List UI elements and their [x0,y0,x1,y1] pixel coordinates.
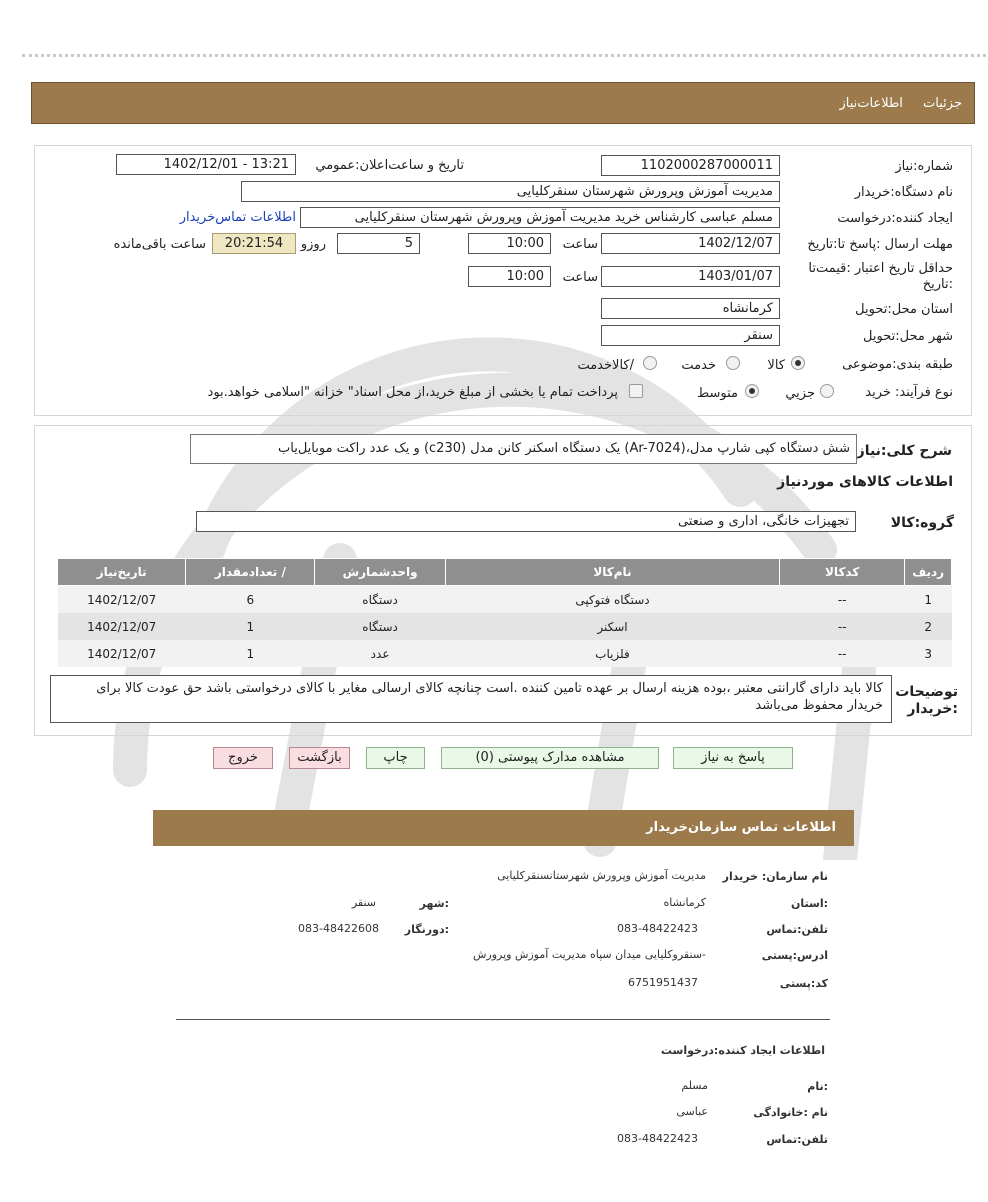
creator-info-title: اطلاعات ایجاد کننده:درخواست [660,1044,825,1057]
request-creator-field: مسلم عباسی کارشناس خرید مدیریت آموزش وپرورش شهرستان سنقرکلیایی [300,207,780,228]
cell-name: فلزیاب [445,640,779,667]
category-service-radio[interactable] [726,356,740,370]
category-both-radio[interactable] [643,356,657,370]
cell-name: دستگاه فتوکپی [445,586,779,614]
buyer-notes-field: کالا باید دارای گارانتی معتبر ،بوده هزینه ارسال بر عهده تامین کننده .است چنانچه کالای ارسالی مغایر با کالای درخواستی باشد حق عودت کالا برای خریدار محفوظ می‌باشد [50,675,892,723]
view-attachments-button[interactable]: مشاهده مدارک پیوستی (0) [441,747,659,769]
process-medium-label: متوسط [697,386,738,401]
days-field: 5 [337,233,420,254]
creator-family-value: عباسی [676,1105,708,1118]
remaining-time-label: ساعت باقی‌مانده [113,237,206,252]
cell-unit: دستگاه [315,613,446,640]
cell-qty: 1 [186,613,315,640]
request-creator-label: ایجاد کننده:درخواست [837,211,953,226]
reply-to-need-button[interactable]: پاسخ به نیاز [673,747,793,769]
cell-code: -- [780,586,905,614]
category-label: طبقه بندی:موضوعی [842,357,953,372]
contact-province-value: کرمانشاه [663,896,706,909]
contact-phone-label: تلفن:تماس [766,923,828,936]
contact-postal-label: کد:پستی [779,977,828,990]
validity-hour-field: 10:00 [468,266,551,287]
contact-org-label: نام سازمان: خریدار [722,870,828,883]
contact-fax-value: 083-48422608 [298,922,379,935]
contact-fax-label: :دورنگار [404,923,449,936]
required-goods-title: اطلاعات کالاهای موردنیاز [777,474,953,490]
creator-phone-label: تلفن:تماس [766,1133,828,1146]
province-label: استان محل:تحویل [855,302,953,317]
contact-divider [176,1019,830,1020]
cell-unit: دستگاه [315,586,446,614]
contact-city-value: سنقر [351,896,376,909]
days-label: روزو [300,237,326,252]
contact-postal-value: 6751951437 [628,976,698,989]
col-name: نام‌کالا [445,559,779,586]
cell-row: 2 [905,613,952,640]
category-goods-label: کالا [767,358,785,373]
table-row [58,586,952,614]
validity-hour-label: ساعت [562,270,598,285]
cell-row: 1 [905,586,952,614]
col-row: ردیف [905,559,952,586]
cell-code: -- [780,640,905,667]
process-medium-radio[interactable] [745,384,759,398]
contact-org-value: مدیریت آموزش وپرورش شهرستانسنقرکلیایی [497,869,706,882]
breadcrumb-details[interactable]: جزئیات [923,96,962,111]
process-partial-radio[interactable] [820,384,834,398]
col-qty: / تعدادمقدار [186,559,315,586]
deadline-date-field: 1402/12/07 [601,233,780,254]
contact-province-label: :استان [791,897,828,910]
need-number-label: شماره:نیاز [895,159,953,174]
cell-date: 1402/12/07 [58,613,186,640]
deadline-hour-field: 10:00 [468,233,551,254]
need-description-label: شرح کلی:نیاز [856,443,952,459]
buyer-notes-label: توضیحات :خریدار [895,684,958,717]
treasury-note: پرداخت تمام یا بخشی از مبلغ خرید،از محل اسناد" خزانه "اسلامی خواهد.بود [207,385,618,400]
breadcrumb [823,96,962,111]
buyer-org-field: مدیریت آموزش وپرورش شهرستان سنقرکلیایی [241,181,780,202]
process-partial-label: جزیي [785,386,815,401]
city-label: شهر محل:تحویل [863,329,953,344]
creator-family-label: نام :خانوادگی [753,1106,828,1119]
col-date: تاریخ‌نیاز [58,559,186,586]
category-both-label: /کالاخدمت [577,358,634,373]
details-header-bar [31,82,975,124]
cell-date: 1402/12/07 [58,586,186,614]
buyer-contact-link[interactable]: اطلاعات تماس‌خریدار [179,210,296,225]
table-row [58,640,952,667]
creator-name-label: :نام [807,1080,828,1093]
back-button[interactable]: بازگشت [289,747,350,769]
exit-button[interactable]: خروج [213,747,273,769]
creator-phone-value: 083-48422423 [617,1132,698,1145]
validity-label: حداقل تاریخ اعتبار :قیمت‌تا :تاریخ [808,261,953,292]
breadcrumb-need-info[interactable]: اطلاعات‌نیاز [839,96,903,111]
contact-phone-value: 083-48422423 [617,922,698,935]
contact-city-label: :شهر [419,897,449,910]
cell-name: اسکنر [445,613,779,640]
contact-address-value: -سنقروکلیایی میدان سپاه مدیریت آموزش وپرورش [472,948,706,961]
validity-date-field: 1403/01/07 [601,266,780,287]
announce-datetime-label: تاریخ و ساعت‌اعلان:عمومي [315,158,464,173]
buyer-contact-title: اطلاعات تماس سازمان‌خریدار [646,820,836,835]
buyer-contact-header [153,810,854,846]
buyer-org-label: نام دستگاه:خریدار [854,185,953,200]
cell-unit: عدد [315,640,446,667]
category-service-label: خدمت [681,358,716,373]
col-unit: واحدشمارش [315,559,446,586]
goods-group-field: تجهیزات خانگی، اداری و صنعتی [196,511,856,532]
process-type-label: نوع فرآیند: خرید [865,385,953,400]
table-row [58,613,952,640]
cell-code: -- [780,613,905,640]
deadline-label: مهلت ارسال :پاسخ تا:تاریخ [807,237,953,252]
city-field: سنقر [601,325,780,346]
cell-date: 1402/12/07 [58,640,186,667]
remaining-time-counter: 20:21:54 [212,233,296,254]
goods-table-header [58,559,952,586]
goods-table [57,558,952,667]
deadline-hour-label: ساعت [562,237,598,252]
cell-row: 3 [905,640,952,667]
province-field: کرمانشاه [601,298,780,319]
goods-group-label: گروه:کالا [890,515,954,531]
category-goods-radio[interactable] [791,356,805,370]
creator-name-value: مسلم [681,1079,708,1092]
announce-datetime-field: 1402/12/01 - 13:21 [116,154,296,175]
contact-address-label: ادرس:پستی [761,949,828,962]
treasury-checkbox[interactable] [629,384,643,398]
print-button[interactable]: چاپ [366,747,425,769]
col-code: کدکالا [780,559,905,586]
need-description-field: شش دستگاه کپی شارپ مدل،(Ar-7024) یک دستگاه اسکنر کانن مدل (c230) و یک عدد راکت موبایل‌یاب [190,434,857,464]
cell-qty: 6 [186,586,315,614]
cell-qty: 1 [186,640,315,667]
need-number-field: 1102000287000011 [601,155,780,176]
top-dotted-divider [22,54,986,57]
